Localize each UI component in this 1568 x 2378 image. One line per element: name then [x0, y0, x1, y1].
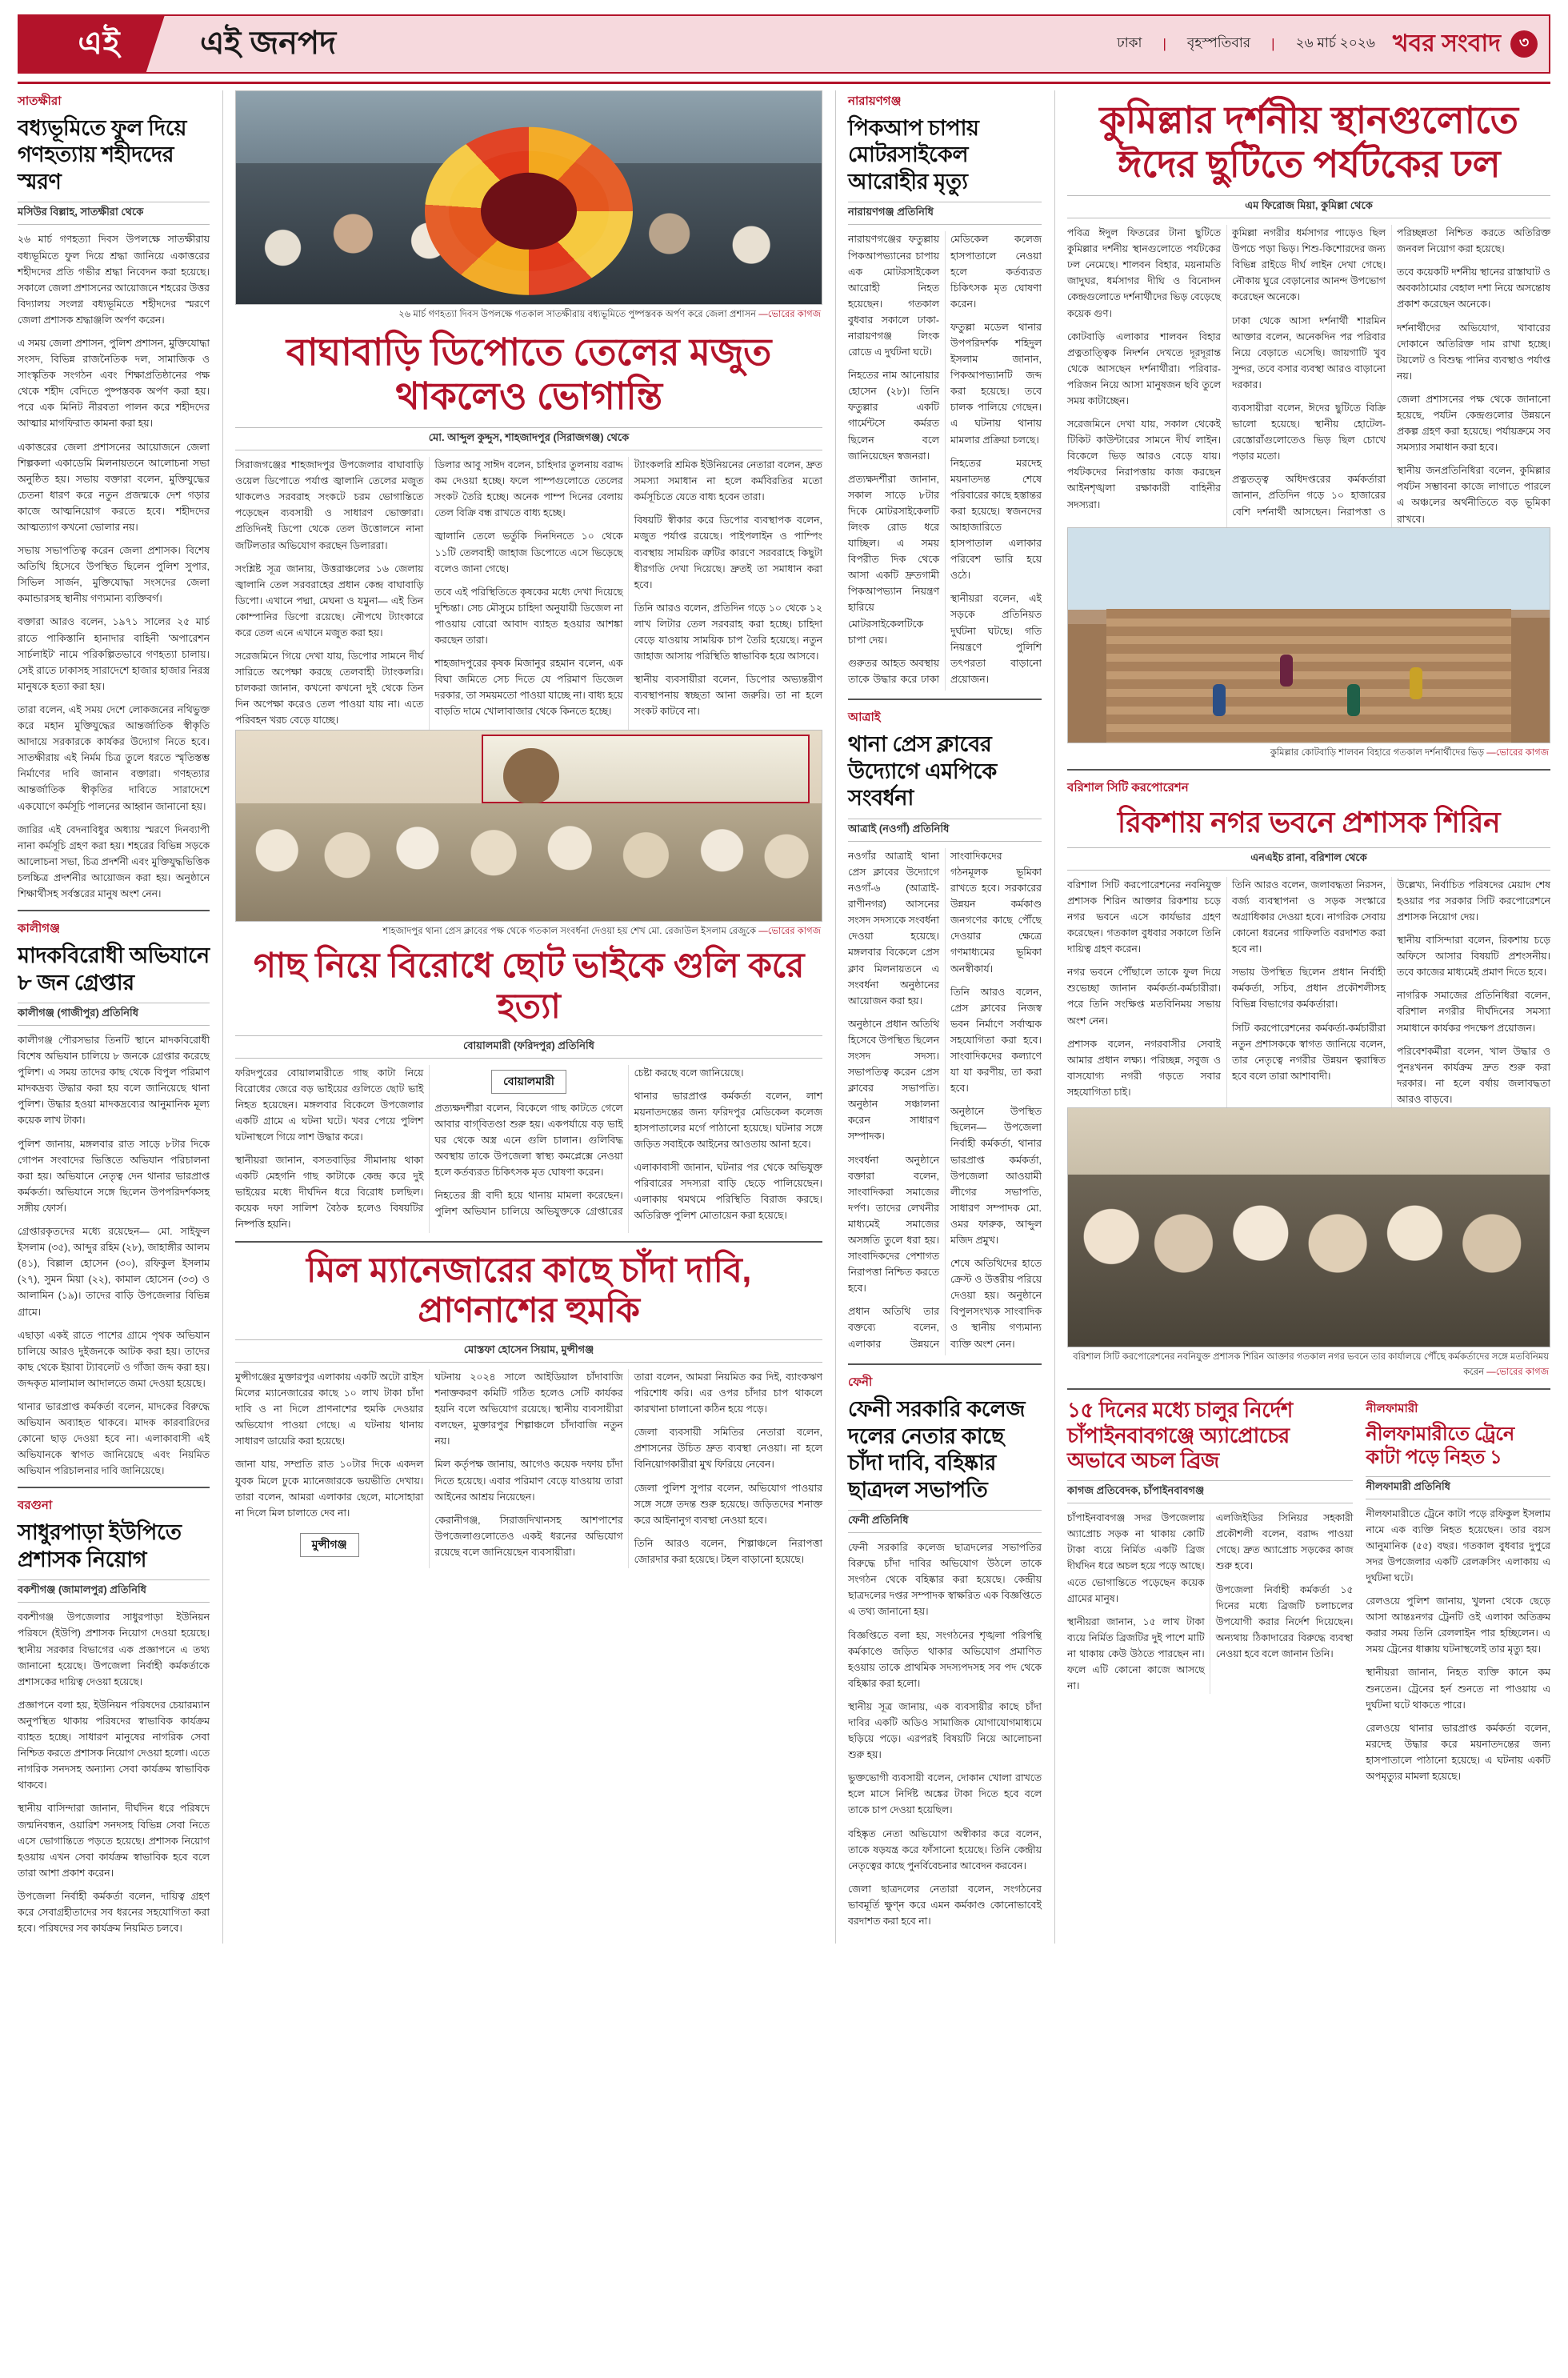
column-4	[1054, 90, 1550, 1944]
column-1	[18, 90, 210, 1944]
article-paragraph: স্থানীয় বাসিন্দারা বলেন, রিকশায় চড়ে অফিসে আসার বিষয়টি প্রশংসনীয়। তবে কাজের মাধ্যমেই প্রমাণ দিতে হবে।	[1397, 935, 1550, 979]
article-byline: কাগজ প্রতিবেদক, চাঁপাইনবাবগঞ্জ	[1067, 1480, 1353, 1503]
photo-caption	[1067, 743, 1550, 761]
article-paragraph: তারা বলেন, এই সময় দেশে লোকজনের নথিভুক্ত করে মহান মুক্তিযুদ্ধের আন্তর্জাতিক স্বীকৃতি আদায়ে সরকারকে কার্যকর উদ্যোগ নিতে হবে। সাতক্ষীরায় এই নির্মম চিত্র তুলে ধরতে স্মৃতিস্তম্ভ নির্মাণের দাবি জানান বক্তারা। গণহত্যার আন্তর্জাতিক স্বীকৃতির দাবিতে সারাদেশে একযোগে কর্মসূচি পালনের আহ্বান জানানো হয়।	[18, 703, 210, 812]
article-headline-oil-depot: বাঘাবাড়ি ডিপোতে তেলের মজুত থাকলেও ভোগান্তি	[286, 330, 772, 417]
article-headline: বধ্যভূমিতে ফুল দিয়ে গণহত্যায় শহীদদের স্মরণ	[18, 116, 187, 194]
article-paragraph: সভায় উপস্থিত ছিলেন প্রধান নির্বাহী কর্মকর্তা, সচিব, প্রধান প্রকৌশলীসহ বিভিন্ন বিভাগের কর্মকর্তারা।	[1232, 967, 1386, 1011]
article-headline-barisal-admin: রিকশায় নগর ভবনে প্রশাসক শিরিন	[1117, 805, 1501, 839]
article-headline-tree-murder: গাছ নিয়ে বিরোধে ছোট ভাইকে গুলি করে হত্যা	[253, 947, 805, 1026]
photo-visitor	[1280, 655, 1293, 687]
article-paragraph: নীলফামারীতে ট্রেনে কাটা পড়ে রফিকুল ইসলাম নামে এক ব্যক্তি নিহত হয়েছেন। তার বয়স আনুমানিক (৫৫) বছর। গতকাল বুধবার দুপুরে সদর উপজেলার একটি রেলক্রসিং এলাকায় এ দুর্ঘটনা ঘটে।	[1366, 1507, 1550, 1583]
article-kicker: নীলফামারী	[1366, 1402, 1418, 1416]
article-byline: কালীগঞ্জ (গাজীপুর) প্রতিনিধি	[18, 1003, 210, 1026]
article-paragraph: বক্তারা আরও বলেন, ১৯৭১ সালের ২৫ মার্চ রাতে পাকিস্তানি হানাদার বাহিনী 'অপারেশন সার্চলাইট' নামে পরিকল্পিতভাবে গণহত্যা চালায়। সেই রাতে ঢাকাসহ সারাদেশে হাজার হাজার নিরস্ত্র মানুষকে হত্যা করা হয়।	[18, 616, 210, 692]
article-paragraph: সংশ্লিষ্ট সূত্র জানায়, উত্তরাঞ্চলের ১৬ জেলায় জ্বালানি তেল সরবরাহের প্রধান কেন্দ্র বাঘাবাড়ি ডিপো। এখানে পদ্মা, মেঘনা ও যমুনা— এই তিন কোম্পানির ডিপো রয়েছে। নৌপথে ট্যাংকারে করে তেল এনে এখানে মজুত করা হয়।	[235, 562, 424, 639]
article-paragraph: বকশীগঞ্জ উপজেলার সাধুরপাড়া ইউনিয়ন পরিষদে (ইউপি) প্রশাসক নিয়োগ দেওয়া হয়েছে। স্থানীয় সরকার বিভাগের এক প্রজ্ঞাপনে এ তথ্য জানানো হয়েছে। উপজেলা নির্বাহী কর্মকর্তাকে প্রশাসকের দায়িত্ব দেওয়া হয়েছে।	[18, 1611, 210, 1687]
article-paragraph: কেরানীগঞ্জ, সিরাজদিখানসহ আশপাশের উপজেলাগুলোতেও একই ধরনের অভিযোগ রয়েছে বলে জানিয়েছেন ব্যবসায়ীরা।	[434, 1514, 623, 1558]
article-paragraph: জেলা প্রশাসনের পক্ষ থেকে জানানো হয়েছে, পর্যটন কেন্দ্রগুলোর উন্নয়নে প্রকল্প গ্রহণ করা হয়েছে। পর্যায়ক্রমে সব সমস্যার সমাধান করা হবে।	[1397, 393, 1550, 454]
photo-barisal-meeting	[1067, 1107, 1550, 1347]
article-paragraph: তিনি আরও বলেন, শিল্পাঞ্চলে নিরাপত্তা জোরদার করা হয়েছে। টহল বাড়ানো হয়েছে।	[634, 1537, 822, 1565]
article-body-extortion	[235, 1369, 822, 1568]
column-3	[835, 90, 1042, 1944]
column-2	[222, 90, 822, 1944]
article-paragraph: চাঁপাইনবাবগঞ্জ সদর উপজেলায় অ্যাপ্রোচ সড়ক না থাকায় কোটি টাকা ব্যয়ে নির্মিত একটি ব্রিজ দীর্ঘদিন ধরে অচল হয়ে পড়ে আছে। এতে ভোগান্তিতে পড়েছেন কয়েক গ্রামের মানুষ।	[1067, 1512, 1205, 1604]
article-byline: বোয়ালমারী (ফরিদপুর) প্রতিনিধি	[235, 1035, 822, 1059]
article-headline-comilla-tourism: কুমিল্লার দর্শনীয় স্থানগুলোতে ঈদের ছুটিতে পর্যটকের ঢল	[1099, 98, 1518, 185]
article-paragraph: বিষয়টি স্বীকার করে ডিপোর ব্যবস্থাপক বলেন, মজুত পর্যাপ্ত রয়েছে। পাইপলাইন ও পাম্পিং ব্যবস্থায় সাময়িক ত্রুটির কারণে সরবরাহে কিছুটা ধীরগতি দেখা দিয়েছে। দ্রুতই তা সমাধান করা হবে।	[634, 514, 822, 590]
column-divider	[1067, 1388, 1550, 1390]
article-paragraph: এছাড়া একই রাতে পাশের গ্রামে পৃথক অভিযান চালিয়ে আরও দুইজনকে আটক করা হয়। তাদের কাছ থেকে ইয়াবা ট্যাবলেট ও গাঁজা জব্দ করা হয়। জব্দকৃত মালামাল আদালতে জমা দেওয়া হয়েছে।	[18, 1329, 210, 1389]
photo-caption-text: কুমিল্লার কোটবাড়ি শালবন বিহারে গতকাল দর্শনার্থীদের ভিড়	[1270, 747, 1485, 758]
article-paragraph: নওগাঁর আত্রাই থানা প্রেস ক্লাবের উদ্যোগে নওগাঁ-৬ (আত্রাই-রাণীনগর) আসনের সংসদ সদস্যকে সংবর্ধনা দেওয়া হয়েছে। মঙ্গলবার বিকেলে প্রেস ক্লাব মিলনায়তনে এ সংবর্ধনা অনুষ্ঠানের আয়োজন করা হয়।	[848, 850, 939, 1007]
article-paragraph: ফরিদপুরের বোয়ালমারীতে গাছ কাটা নিয়ে বিরোধের জেরে বড় ভাইয়ের গুলিতে ছোট ভাই নিহত হয়েছেন। মঙ্গলবার বিকেলে উপজেলার একটি গ্রামে এ ঘটনা ঘটে। খবর পেয়ে পুলিশ ঘটনাস্থলে গিয়ে লাশ উদ্ধার করে।	[235, 1067, 424, 1143]
article-paragraph: তিনি আরও বলেন, প্রতিদিন গড়ে ১০ থেকে ১২ লাখ লিটার তেল সরবরাহ করা হচ্ছে। চাহিদা বেড়ে যাওয়ায় সাময়িক চাপ তৈরি হয়েছে। নতুন জাহাজ আসায় পরিস্থিতি স্বাভাবিক হয়ে আসবে।	[634, 602, 822, 663]
article-paragraph: ডিলার আবু সাঈদ বলেন, চাহিদার তুলনায় বরাদ্দ কম দেওয়া হচ্ছে। ফলে পাম্পগুলোতে তেলের সংকট তৈরি হচ্ছে। অনেক পাম্প দিনের বেলায় তেল বিক্রি বন্ধ রাখতে বাধ্য হচ্ছে।	[434, 459, 623, 519]
article-paragraph: স্থানীয় বাসিন্দারা জানান, দীর্ঘদিন ধরে পরিষদে জন্মনিবন্ধন, ওয়ারিশ সনদসহ বিভিন্ন সেবা নিতে এসে ভোগান্তিতে পড়তে হয়েছে। প্রশাসক নিয়োগ হওয়ায় এখন সেবা কার্যক্রম স্বাভাবিক হবে বলে তারা আশা প্রকাশ করেন।	[18, 1803, 210, 1879]
article-paragraph: গ্রেপ্তারকৃতদের মধ্যে রয়েছেন— মো. সাইফুল ইসলাম (৩৫), আব্দুর রহিম (২৮), জাহাঙ্গীর আলম (৪১), বিল্লাল হোসেন (৩০), রফিকুল ইসলাম (২৭), সুমন মিয়া (২২), কামাল হোসেন (৩৩) ও আলামিন (১৯)। তাদের বাড়ি উপজেলার বিভিন্ন গ্রামে।	[18, 1226, 210, 1318]
photo-caption	[1067, 1347, 1550, 1380]
masthead-title: এই জনপদ	[200, 25, 337, 61]
section-tag-wrap	[434, 1065, 622, 1100]
article-paragraph: এলজিইডির সিনিয়র সহকারী প্রকৌশলী বলেন, বরাদ্দ পাওয়া গেছে। দ্রুত অ্যাপ্রোচ সড়কের কাজ শুরু হবে।	[1215, 1512, 1354, 1572]
article-paragraph: প্রত্যক্ষদর্শীরা জানান, সকাল সাড়ে ৮টার দিকে মোটরসাইকেলটি লিংক রোড ধরে যাচ্ছিল। এ সময় বিপরীত দিক থেকে আসা একটি দ্রুতগামী পিকআপভ্যান নিয়ন্ত্রণ হারিয়ে মোটরসাইকেলটিকে চাপা দেয়।	[848, 473, 939, 646]
article-paragraph: তারা বলেন, আমরা নিয়মিত কর দিই, ব্যাংকঋণ পরিশোধ করি। এর ওপর চাঁদার চাপ থাকলে কারখানা চালানো কঠিন হয়ে পড়ে।	[634, 1371, 822, 1415]
article-paragraph: বিজ্ঞপ্তিতে বলা হয়, সংগঠনের শৃঙ্খলা পরিপন্থি কর্মকাণ্ডে জড়িত থাকার অভিযোগ প্রমাণিত হওয়ায় তাকে প্রাথমিক সদস্যপদসহ সব পদ থেকে বহিষ্কার করা হলো।	[848, 1629, 1042, 1689]
article-byline: ফেনী প্রতিনিধি	[848, 1510, 1042, 1533]
article-paragraph: তবে কয়েকটি দর্শনীয় স্থানের রাস্তাঘাট ও অবকাঠামোর বেহাল দশা নিয়ে অসন্তোষ প্রকাশ করেছেন অনেকে।	[1397, 266, 1550, 310]
article-byline: নীলফামারী প্রতিনিধি	[1366, 1476, 1550, 1499]
article-byline: বকশীগঞ্জ (জামালপুর) প্রতিনিধি	[18, 1579, 210, 1603]
article-paragraph: কালীগঞ্জ পৌরসভার তিনটি স্থানে মাদকবিরোধী বিশেষ অভিযান চালিয়ে ৮ জনকে গ্রেপ্তার করেছে পুলিশ। এ সময় তাদের কাছ থেকে বিপুল পরিমাণ মাদকদ্রব্য উদ্ধার করা হয় বলে জানিয়েছে থানা পুলিশ। উদ্ধার হওয়া মাদকদ্রব্যের আনুমানিক মূল্য কয়েক লাখ টাকা।	[18, 1035, 210, 1127]
article-kicker: কালীগঞ্জ	[18, 922, 60, 936]
bottom-subgrid	[1067, 1398, 1550, 1792]
article-body-barisal	[1067, 877, 1550, 1107]
photo-shalban-bihar	[1067, 527, 1550, 743]
masthead-rule	[18, 82, 1550, 84]
article-paragraph: জ্বালানি তেলে ভর্তুকি দিনদিনতে ১০ থেকে ১১টি তেলবাহী জাহাজ ডিপোতে এসে ভিড়েছে বলেও জানা গেছে।	[434, 530, 623, 574]
article-paragraph: সিটি করপোরেশনের কর্মকর্তা-কর্মচারীরা নতুন প্রশাসককে স্বাগত জানিয়ে বলেন, তার নেতৃত্বে নগরীর উন্নয়ন ত্বরান্বিত হবে বলে তারা আশাবাদী।	[1232, 1022, 1386, 1082]
photo-caption-text: শাহজাদপুর থানা প্রেস ক্লাবের পক্ষ থেকে গতকাল সংবর্ধনা দেওয়া হয় শেখ মো. রেজাউল ইসলাম রেজুকে	[382, 927, 757, 937]
column-divider	[1067, 769, 1550, 771]
article-paragraph: উল্লেখ্য, নির্বাচিত পরিষদের মেয়াদ শেষ হওয়ার পর সরকার সিটি করপোরেশনে প্রশাসক নিয়োগ দেয়।	[1397, 879, 1550, 923]
article-paragraph: স্থানীয়রা জানান, নিহত ব্যক্তি কানে কম শুনতেন। ট্রেনের হর্ন শুনতে না পাওয়ায় এ দুর্ঘটনা ঘটে থাকতে পারে।	[1366, 1667, 1550, 1711]
article-paragraph: নিহতের মরদেহ ময়নাতদন্ত শেষে পরিবারের কাছে হস্তান্তর করা হয়েছে। স্বজনদের আহাজারিতে হাসপাতাল এলাকার পরিবেশ ভারি হয়ে ওঠে।	[950, 457, 1042, 582]
masthead-brand-text: খবর সংবাদ	[1392, 30, 1501, 57]
article-headline: সাধুরপাড়া ইউপিতে প্রশাসক নিয়োগ	[18, 1520, 182, 1571]
article-paragraph: প্রশাসক বলেন, নগরবাসীর সেবাই আমার প্রধান লক্ষ্য। পরিচ্ছন্ন, সবুজ ও বাসযোগ্য নগরী গড়তে সবার সহযোগিতা চাই।	[1067, 1038, 1221, 1098]
column-divider	[18, 910, 210, 911]
photo-visitor	[1213, 684, 1226, 716]
article-paragraph: কোটবাড়ি এলাকার শালবন বিহার প্রত্নতাত্ত্বিক নিদর্শন দেখতে দূরদূরান্ত থেকে আসছেন দর্শনার্থীরা। পরিবার-পরিজন নিয়ে আসা মানুষজন ছবি তুলে সময় কাটাচ্ছেন।	[1067, 330, 1221, 406]
article-body	[848, 848, 1042, 1355]
masthead-brand	[1393, 16, 1549, 72]
article-paragraph: গুরুতর আহত অবস্থায় তাকে উদ্ধার করে ঢাকা মেডিকেল কলেজ হাসপাতালে নেওয়া হলে কর্তব্যরত চিকিৎসক মৃত ঘোষণা করেন।	[848, 234, 1042, 685]
article-kicker: আত্রাই	[848, 711, 881, 725]
article-paragraph: শেষে অতিথিদের হাতে ক্রেস্ট ও উত্তরীয় পরিয়ে দেওয়া হয়। অনুষ্ঠানে বিপুলসংখ্যক সাংবাদিক ও স্থানীয় গণ্যমান্য ব্যক্তি অংশ নেন।	[950, 1258, 1042, 1350]
photo-credit: —ভোরের কাগজ	[1486, 1367, 1549, 1378]
article-nilphamari-train	[1366, 1398, 1550, 1792]
section-tag: বোয়ালমারী	[491, 1070, 566, 1094]
article-kicker: সাতক্ষীরা	[18, 94, 62, 108]
article-body-oil-depot	[235, 457, 822, 730]
article-paragraph: জানা যায়, সম্প্রতি রাত ১০টার দিকে একদল যুবক মিলে ঢুকে ম্যানেজারকে ভয়ভীতি দেখায়। তারা বলেন, আমরা এলাকার ছেলে, মাসোহারা না দিলে মিল চালাতে দেব না।	[235, 1459, 424, 1519]
article-paragraph: উপজেলা নির্বাহী কর্মকর্তা ১৫ দিনের মধ্যে ব্রিজটি চলাচলের উপযোগী করার নির্দেশ দিয়েছেন। অন্যথায় ঠিকাদারের বিরুদ্ধে ব্যবস্থা নেওয়া হবে বলে জানান তিনি।	[1215, 1583, 1354, 1659]
article-chapainawabganj-bridge	[1067, 1398, 1353, 1792]
article-paragraph: স্থানীয়রা জানান, ১৫ লাখ টাকা ব্যয়ে নির্মিত ব্রিজটির দুই পাশে মাটি না থাকায় কেউ উঠতে পারছেন না। ফলে এটি কোনো কাজে আসছে না।	[1067, 1615, 1205, 1692]
column-divider	[848, 1363, 1042, 1365]
article-paragraph: ২৬ মার্চ গণহত্যা দিবস উপলক্ষে সাতক্ষীরায় বধ্যভূমিতে ফুল দিয়ে শ্রদ্ধা জানিয়ে একাত্তরের শহীদদের প্রতি গভীর শ্রদ্ধা নিবেদন করা হয়েছে। সকালে জেলা প্রশাসনের আয়োজনে শহরের উত্তর বিদ্যালয় সংলগ্ন বধ্যভূমিতে শহীদদের স্মরণে জেলা প্রশাসক শ্রদ্ধাঞ্জলি অর্পণ করেন।	[18, 234, 210, 326]
photo-credit: —ভোরের কাগজ	[1486, 747, 1549, 758]
photo-visitor	[1410, 667, 1422, 699]
page-number-badge: ৩	[1510, 30, 1538, 58]
article-paragraph: অনুষ্ঠানে প্রধান অতিথি হিসেবে উপস্থিত ছিলেন সংসদ সদস্য। সভাপতিত্ব করেন প্রেস ক্লাবের সভাপতি। অনুষ্ঠান সঞ্চালনা করেন সাধারণ সম্পাদক।	[848, 1018, 939, 1143]
masthead-meta	[1117, 16, 1393, 72]
masthead-sep-2: |	[1271, 36, 1275, 51]
article-headline-extortion: মিল ম্যানেজারের কাছে চাঁদা দাবি, প্রাণনাশের হুমকি	[306, 1251, 751, 1331]
article-paragraph: শাহজাদপুরের কৃষক মিজানুর রহমান বলেন, এক বিঘা জমিতে সেচ দিতে যে পরিমাণ ডিজেল দরকার, তা সময়মতো পাওয়া যাচ্ছে না। বাধ্য হয়ে বাড়তি দামে খোলাবাজার থেকে কিনতে হচ্ছে।	[434, 658, 623, 718]
article-headline: ফেনী সরকারি কলেজ দলের নেতার কাছে চাঁদা দাবি, বহিষ্কার ছাত্রদল সভাপতি	[848, 1397, 1026, 1502]
masthead-logo	[19, 16, 179, 72]
article-paragraph: ঢাকা থেকে আসা দর্শনার্থী শারমিন আক্তার বলেন, অনেকদিন পর পরিবার নিয়ে বেড়াতে এসেছি। জায়গাটি খুব সুন্দর, তবে বসার ব্যবস্থা আরও বাড়ানো দরকার।	[1232, 314, 1386, 390]
article-paragraph: প্রত্নতত্ত্ব অধিদপ্তরের কর্মকর্তারা জানান, প্রতিদিন গড়ে ১০ হাজারের বেশি দর্শনার্থী আসছেন। নিরাপত্তা ও পরিচ্ছন্নতা নিশ্চিত করতে অতিরিক্ত জনবল নিয়োগ করা হয়েছে।	[1232, 227, 1550, 518]
article-byline: এম ফিরোজ মিয়া, কুমিল্লা থেকে	[1067, 195, 1550, 218]
masthead-sep-1: |	[1162, 36, 1166, 51]
article-feni-chatradal	[848, 1373, 1042, 1929]
photo-wreath-ceremony	[235, 90, 822, 305]
article-paragraph: ট্যাংকলরি শ্রমিক ইউনিয়নের নেতারা বলেন, দ্রুত সমস্যা সমাধান না হলে কর্মবিরতির মতো কর্মসূচিতে যেতে বাধ্য হবেন তারা।	[634, 459, 822, 503]
page-grid	[18, 90, 1550, 1944]
article-byline: এনএইচ রানা, বরিশাল থেকে	[1067, 847, 1550, 871]
article-paragraph: রেলওয়ে পুলিশ জানায়, খুলনা থেকে ছেড়ে আসা আন্তঃনগর ট্রেনটি ওই এলাকা অতিক্রম করার সময় তিনি রেললাইন পার হচ্ছিলেন। এ সময় ট্রেনের ধাক্কায় ঘটনাস্থলেই তার মৃত্যু হয়।	[1366, 1595, 1550, 1655]
article-paragraph: মিল কর্তৃপক্ষ জানায়, আগেও কয়েক দফায় চাঁদা দিতে হয়েছে। এবার পরিমাণ বেড়ে যাওয়ায় তারা আইনের আশ্রয় নিয়েছেন।	[434, 1459, 623, 1503]
article-body	[1067, 1510, 1353, 1694]
article-paragraph: নাগরিক সমাজের প্রতিনিধিরা বলেন, বরিশাল নগরীর দীর্ঘদিনের সমস্যা সমাধানে কার্যকর পদক্ষেপ প্রয়োজন।	[1397, 990, 1550, 1034]
article-paragraph: ঘটনায় ২০২৪ সালে আইডিয়াল চাঁদাবাজি শনাক্তকরণ কমিটি গঠিত হলেও সেটি কার্যকর হয়নি বলে অভিযোগ রয়েছে। স্থানীয় ব্যবসায়ীরা বলছেন, মুক্তারপুর শিল্পাঞ্চলে চাঁদাবাজি নতুন নয়।	[434, 1371, 623, 1447]
article-paragraph: স্থানীয়রা জানান, বসতবাড়ির সীমানায় থাকা একটি মেহগনি গাছ কাটাকে কেন্দ্র করে দুই ভাইয়ের মধ্যে দীর্ঘদিন ধরে বিরোধ চলছিল। কয়েক দফা সালিশ বৈঠক হলেও বিষয়টির নিষ্পত্তি হয়নি।	[235, 1155, 424, 1231]
photo-people	[1068, 1175, 1550, 1347]
article-headline: মাদকবিরোধী অভিযানে ৮ জন গ্রেপ্তার	[18, 943, 210, 995]
article-headline: নীলফামারীতে ট্রেনে কাটা পড়ে নিহত ১	[1366, 1423, 1514, 1469]
photo-people-row	[236, 803, 822, 922]
article-sadhurpara-up	[18, 1496, 210, 1936]
article-byline: মসিউর বিল্লাহ, সাতক্ষীরা থেকে	[18, 202, 210, 225]
article-body-comilla	[1067, 225, 1550, 527]
photo-credit: —ভোরের কাগজ	[758, 310, 821, 319]
article-paragraph: সভায় সভাপতিত্ব করেন জেলা প্রশাসক। বিশেষ অতিথি হিসেবে উপস্থিত ছিলেন পুলিশ সুপার, সিভিল সার্জন, মুক্তিযোদ্ধা সংসদের জেলা কমান্ডারসহ স্থানীয় গণ্যমান্য ব্যক্তিবর্গ।	[18, 545, 210, 605]
article-paragraph: স্থানীয় সূত্র জানায়, এক ব্যবসায়ীর কাছে চাঁদা দাবির একটি অডিও সামাজিক যোগাযোগমাধ্যমে ছড়িয়ে পড়ে। এরপরই বিষয়টি নিয়ে আলোচনা শুরু হয়।	[848, 1700, 1042, 1761]
article-headline: ১৫ দিনের মধ্যে চালুর নির্দেশ চাঁপাইনবাবগঞ্জে অ্যাপ্রোচের অভাবে অচল ব্রিজ	[1067, 1398, 1293, 1473]
article-byline: নারায়ণগঞ্জ প্রতিনিধি	[848, 202, 1042, 225]
article-paragraph: থানার ভারপ্রাপ্ত কর্মকর্তা বলেন, মাদকের বিরুদ্ধে অভিযান অব্যাহত থাকবে। মাদক কারবারিদের কোনো ছাড় দেওয়া হবে না। এলাকাবাসী এই অভিযানকে স্বাগত জানিয়েছে এবং নিয়মিত অভিযান পরিচালনার দাবি জানিয়েছে।	[18, 1400, 210, 1477]
article-paragraph: বরিশাল সিটি করপোরেশনের নবনিযুক্ত প্রশাসক শিরিন আক্তার রিকশায় চড়ে নগর ভবনে এসে কার্যভার গ্রহণ করেছেন। গতকাল বুধবার সকালে তিনি দায়িত্ব গ্রহণ করেন।	[1067, 879, 1221, 955]
article-body	[848, 231, 1042, 691]
article-paragraph: স্থানীয় জনপ্রতিনিধিরা বলেন, কুমিল্লার পর্যটন সম্ভাবনা কাজে লাগাতে পারলে এ অঞ্চলের অর্থনীতিতে বড় ভূমিকা রাখবে।	[1397, 465, 1550, 525]
article-kicker: নারায়ণগঞ্জ	[848, 94, 902, 108]
article-paragraph: ফেনী সরকারি কলেজ ছাত্রদলের সভাপতির বিরুদ্ধে চাঁদা দাবির অভিযোগ উঠলে তাকে সংগঠন থেকে বহিষ্কার করা হয়েছে। কেন্দ্রীয় ছাত্রদলের দপ্তর সম্পাদক স্বাক্ষরিত এক বিজ্ঞপ্তিতে এ তথ্য জানানো হয়।	[848, 1542, 1042, 1618]
article-body-tree-murder	[235, 1065, 822, 1233]
article-paragraph: রেলওয়ে থানার ভারপ্রাপ্ত কর্মকর্তা বলেন, মরদেহ উদ্ধার করে ময়নাতদন্তের জন্য হাসপাতালে পাঠানো হয়েছে। এ ঘটনায় একটি অপমৃত্যুর মামলা হয়েছে।	[1366, 1722, 1550, 1782]
masthead-day: বৃহস্পতিবার	[1186, 35, 1251, 50]
photo-caption	[235, 305, 822, 322]
photo-steps	[1106, 609, 1511, 742]
article-byline: মো. আব্দুল কুদ্দুস, শাহজাদপুর (সিরাজগঞ্জ) থেকে	[235, 427, 822, 450]
photo-reception	[235, 730, 822, 922]
article-paragraph: ব্যবসায়ীরা বলেন, ঈদের ছুটিতে বিক্রি ভালো হয়েছে। স্থানীয় হোটেল-রেস্তোরাঁগুলোতেও ভিড় ছিল চোখে পড়ার মতো।	[1232, 402, 1386, 462]
photo-credit: —ভোরের কাগজ	[758, 927, 821, 937]
photo-caption-text: বরিশাল সিটি করপোরেশনের নবনিযুক্ত প্রশাসক শিরিন আক্তার গতকাল নগর ভবনে তার কার্যালয়ে পৌঁছে কর্মকর্তাদের সঙ্গে মতবিনিময় করেন	[1073, 1352, 1549, 1378]
article-paragraph: পুলিশ জানায়, মঙ্গলবার রাত সাড়ে ৮টার দিকে গোপন সংবাদের ভিত্তিতে অভিযান পরিচালনা করা হয়। অভিযানে নেতৃত্ব দেন থানার ভারপ্রাপ্ত কর্মকর্তা। অভিযানে সঙ্গে ছিলেন উপপরিদর্শকসহ সঙ্গীয় ফোর্স।	[18, 1138, 210, 1214]
article-paragraph: তিনি আরও বলেন, প্রেস ক্লাবের নিজস্ব ভবন নির্মাণে সর্বাত্মক সহযোগিতা করা হবে। সাংবাদিকদের কল্যাণে যা যা করণীয়, তা করা হবে।	[950, 986, 1042, 1095]
section-tag: মুন্সীগঞ্জ	[300, 1533, 359, 1557]
column-divider	[235, 1241, 822, 1243]
article-paragraph: ভুক্তভোগী ব্যবসায়ী বলেন, দোকান খোলা রাখতে হলে মাসে নির্দিষ্ট অঙ্কের টাকা দিতে হবে বলে তাকে চাপ দেওয়া হয়েছিল।	[848, 1772, 1042, 1816]
article-paragraph: তিনি আরও বলেন, জলাবদ্ধতা নিরসন, বর্জ্য ব্যবস্থাপনা ও সড়ক সংস্কারে অগ্রাধিকার দেওয়া হবে। নাগরিক সেবায় কোনো ধরনের গাফিলতি বরদাশত করা হবে না।	[1232, 879, 1386, 955]
article-kicker: বরগুনা	[18, 1499, 53, 1513]
article-paragraph: জারির এই বেদনাবিধুর অধ্যায় স্মরণে দিনব্যাপী নানা কর্মসূচি গ্রহণ করা হয়। শহরের বিভিন্ন সড়কে আলোচনা সভা, চিত্র প্রদর্শনী এবং মুক্তিযুদ্ধভিত্তিক চলচ্চিত্র প্রদর্শনীর আয়োজন করা হয়। অনুষ্ঠানে শিক্ষার্থীসহ সর্বস্তরের মানুষ অংশ নেন।	[18, 823, 210, 899]
article-paragraph: জেলা পুলিশ সুপার বলেন, অভিযোগ পাওয়ার সঙ্গে সঙ্গে তদন্ত শুরু হয়েছে। জড়িতদের শনাক্ত করে আইনানুগ ব্যবস্থা নেওয়া হবে।	[634, 1482, 822, 1526]
article-paragraph: নারায়ণগঞ্জের ফতুল্লায় পিকআপভ্যানের চাপায় এক মোটরসাইকেল আরোহী নিহত হয়েছেন। গতকাল বুধবার সকালে ঢাকা-নারায়ণগঞ্জ লিংক রোডে এ দুর্ঘটনা ঘটে।	[848, 234, 939, 358]
article-paragraph: উপজেলা নির্বাহী কর্মকর্তা বলেন, দায়িত্ব গ্রহণ করে সেবাগ্রহীতাদের সব ধরনের সহযোগিতা করা হবে। পরিষদের সব কার্যক্রম নিয়মিত চলবে।	[18, 1890, 210, 1935]
article-paragraph: স্থানীয় ব্যবসায়ীরা বলেন, ডিপোর অভ্যন্তরীণ ব্যবস্থাপনায় স্বচ্ছতা আনা জরুরি। তা না হলে সংকট কাটবে না।	[634, 674, 822, 718]
article-byline: আত্রাই (নওগাঁ) প্রতিনিধি	[848, 819, 1042, 842]
article-paragraph: পরিবেশকর্মীরা বলেন, খাল উদ্ধার ও পুনঃখনন কার্যক্রম দ্রুত শুরু করা দরকার। না হলে বর্ষায় জলাবদ্ধতা আরও বাড়বে।	[1397, 1045, 1550, 1105]
masthead	[18, 14, 1550, 74]
article-paragraph: মুন্সীগঞ্জের মুক্তারপুর এলাকায় একটি অটো রাইস মিলের ম্যানেজারের কাছে ১০ লাখ টাকা চাঁদা দাবি ও না দিলে প্রাণনাশের হুমকি দেওয়ার অভিযোগ পাওয়া গেছে। এ ঘটনায় থানায় সাধারণ ডায়েরি করা হয়েছে।	[235, 1371, 424, 1447]
article-kaliganj-drugs	[18, 919, 210, 1479]
photo-visitor	[1347, 684, 1360, 716]
article-paragraph: এলাকাবাসী জানান, ঘটনার পর থেকে অভিযুক্ত পরিবারের সদস্যরা বাড়ি ছেড়ে পালিয়েছেন। এলাকায় থমথমে পরিস্থিতি বিরাজ করছে। অতিরিক্ত পুলিশ মোতায়েন করা হয়েছে।	[634, 1162, 822, 1222]
article-narayanganj-accident	[848, 92, 1042, 691]
article-paragraph: অনুষ্ঠানে উপস্থিত ছিলেন— উপজেলা নির্বাহী কর্মকর্তা, থানার ভারপ্রাপ্ত কর্মকর্তা, উপজেলা আওয়ামী লীগের সভাপতি, সাধারণ সম্পাদক মো. ওমর ফারুক, আব্দুল মজিদ প্রমুখ।	[950, 1106, 1042, 1246]
article-satkhira	[18, 92, 210, 902]
article-paragraph: এ সময় জেলা প্রশাসন, পুলিশ প্রশাসন, মুক্তিযোদ্ধা সংসদ, বিভিন্ন রাজনৈতিক দল, সামাজিক ও সাংস্কৃতিক সংগঠন এবং শিক্ষাপ্রতিষ্ঠানের পক্ষ থেকে শহীদ বেদিতে পুষ্পস্তবক অর্পণ করা হয়। পরে এক মিনিট নীরবতা পালন করে শহীদদের আত্মার মাগফিরাত কামনা করা হয়।	[18, 337, 210, 430]
article-kicker: ফেনী	[848, 1375, 873, 1390]
photo-caption-text: ২৬ মার্চ গণহত্যা দিবস উপলক্ষে গতকাল সাতক্ষীরায় বধ্যভূমিতে পুষ্পস্তবক অর্পণ করে জেলা প্রশাসন	[398, 310, 757, 319]
masthead-place: ঢাকা	[1117, 35, 1142, 50]
photo-caption	[235, 922, 822, 939]
article-paragraph: প্রধান অতিথি তার বক্তব্যে বলেন, এলাকার উন্নয়নে সাংবাদিকদের গঠনমূলক ভূমিকা রাখতে হবে। সরকারের উন্নয়ন কর্মকাণ্ড জনগণের কাছে পৌঁছে দেওয়ার ক্ষেত্রে গণমাধ্যমের ভূমিকা অনস্বীকার্য।	[848, 850, 1042, 1350]
article-paragraph: নিহতের স্ত্রী বাদী হয়ে থানায় মামলা করেছেন। পুলিশ অভিযান চালিয়ে অভিযুক্তকে গ্রেপ্তারের চেষ্টা করছে বলে জানিয়েছে।	[434, 1067, 744, 1218]
article-paragraph: প্রত্যক্ষদর্শীরা বলেন, বিকেলে গাছ কাটতে গেলে আবার বাগ্‌বিতণ্ডা শুরু হয়। একপর্যায়ে বড় ভাই ঘর থেকে অস্ত্র এনে গুলি চালান। গুলিবিদ্ধ অবস্থায় তাকে উপজেলা স্বাস্থ্য কমপ্লেক্সে নেওয়া হলে কর্তব্যরত চিকিৎসক মৃত ঘোষণা করেন।	[434, 1102, 623, 1178]
article-paragraph: সংবর্ধনা অনুষ্ঠানে বক্তারা বলেন, সাংবাদিকরা সমাজের দর্পণ। তাদের লেখনীর মাধ্যমেই সমাজের অসঙ্গতি তুলে ধরা হয়। সাংবাদিকদের পেশাগত নিরাপত্তা নিশ্চিত করতে হবে।	[848, 1154, 939, 1295]
article-paragraph: থানার ভারপ্রাপ্ত কর্মকর্তা বলেন, লাশ ময়নাতদন্তের জন্য ফরিদপুর মেডিকেল কলেজ হাসপাতালের মর্গে পাঠানো হয়েছে। ঘটনার সঙ্গে জড়িত সবাইকে আইনের আওতায় আনা হবে।	[634, 1090, 822, 1150]
article-paragraph: ফতুল্লা মডেল থানার উপপরিদর্শক শহিদুল ইসলাম জানান, পিকআপভ্যানটি জব্দ করা হয়েছে। তবে চালক পালিয়ে গেছেন। এ ঘটনায় থানায় মামলার প্রক্রিয়া চলছে।	[950, 321, 1042, 446]
article-paragraph: তবে এই পরিস্থিতিতে কৃষকের মধ্যে দেখা দিয়েছে দুশ্চিন্তা। সেচ মৌসুমে চাহিদা অনুযায়ী ডিজেল না পাওয়ায় বোরো আবাদ ব্যাহত হওয়ার আশঙ্কা করছেন তারা।	[434, 586, 623, 646]
masthead-spacer	[443, 16, 1117, 72]
article-paragraph: দর্শনার্থীদের অভিযোগ, খাবারের দোকানে অতিরিক্ত দাম রাখা হচ্ছে। টয়লেট ও বিশুদ্ধ পানির ব্যবস্থাও পর্যাপ্ত নয়।	[1397, 322, 1550, 382]
masthead-date: ২৬ মার্চ ২০২৬	[1295, 35, 1375, 50]
article-paragraph: সরেজমিনে দেখা যায়, সকাল থেকেই টিকিট কাউন্টারের সামনে দীর্ঘ লাইন। বিকেলে ভিড় আরও বেড়ে যায়। পর্যটকদের নিরাপত্তায় কাজ করছেন আইনশৃঙ্খলা রক্ষাকারী বাহিনীর সদস্যরা।	[1067, 418, 1221, 510]
photo-wreath-ring	[425, 127, 633, 295]
article-paragraph: বহিষ্কৃত নেতা অভিযোগ অস্বীকার করে বলেন, তাকে ষড়যন্ত্র করে ফাঁসানো হয়েছে। তিনি কেন্দ্রীয় নেতৃত্বের কাছে পুনর্বিবেচনার আবেদন করবেন।	[848, 1828, 1042, 1872]
article-atrai-press-club	[848, 708, 1042, 1355]
article-paragraph: সিরাজগঞ্জের শাহজাদপুর উপজেলার বাঘাবাড়ি ওয়েল ডিপোতে পর্যাপ্ত জ্বালানি তেলের মজুত থাকলেও সরবরাহ সংকটে চরম ভোগান্তিতে পড়েছেন ব্যবসায়ী ও সাধারণ ভোক্তারা। প্রতিদিনই ডিপো থেকে তেল উত্তোলনে নানা জটিলতার অভিযোগ করছেন ডিলাররা।	[235, 459, 424, 551]
article-paragraph: কুমিল্লা নগরীর ধর্মসাগর পাড়েও ছিল উপচে পড়া ভিড়। শিশু-কিশোরদের জন্য বিভিন্ন রাইডে দীর্ঘ লাইন দেখা গেছে। নৌকায় ঘুরে বেড়ানোর আনন্দ উপভোগ করেছেন অনেকে।	[1232, 227, 1386, 303]
article-headline: পিকআপ চাপায় মোটরসাইকেল আরোহীর মৃত্যু	[848, 116, 979, 194]
section-tag-wrap	[235, 1528, 423, 1563]
article-paragraph: নগর ভবনে পৌঁছালে তাকে ফুল দিয়ে শুভেচ্ছা জানান কর্মকর্তা-কর্মচারীরা। পরে তিনি সংক্ষিপ্ত মতবিনিময় সভায় অংশ নেন।	[1067, 967, 1221, 1027]
photo-banner	[482, 735, 810, 803]
article-paragraph: প্রজ্ঞাপনে বলা হয়, ইউনিয়ন পরিষদের চেয়ারম্যান অনুপস্থিত থাকায় পরিষদের স্বাভাবিক কার্যক্রম ব্যাহত হচ্ছে। সাধারণ মানুষের নাগরিক সেবা নিশ্চিত করতে প্রশাসক নিয়োগ দেওয়া হলো। এতে নাগরিক সনদসহ অন্যান্য সেবা কার্যক্রম স্বাভাবিক থাকবে।	[18, 1699, 210, 1792]
article-kicker: বরিশাল সিটি করপোরেশন	[1067, 780, 1189, 795]
column-divider	[848, 699, 1042, 700]
article-byline: মোস্তফা হোসেন সিয়াম, মুন্সীগঞ্জ	[235, 1339, 822, 1363]
article-headline: থানা প্রেস ক্লাবের উদ্যোগে এমপিকে সংবর্ধনা	[848, 732, 997, 811]
column-divider	[18, 1487, 210, 1488]
article-paragraph: স্থানীয়রা বলেন, এই সড়কে প্রতিনিয়ত দুর্ঘটনা ঘটছে। গতি নিয়ন্ত্রণে পুলিশি তৎপরতা বাড়ানো প্রয়োজন।	[950, 593, 1042, 685]
article-paragraph: একাত্তরের জেলা প্রশাসনের আয়োজনে জেলা শিল্পকলা একাডেমি মিলনায়তনে আলোচনা সভা অনুষ্ঠিত হয়। সভায় বক্তারা বলেন, মুক্তিযুদ্ধের চেতনা ধারণ করে নতুন প্রজন্মকে দেশ গড়ার কাজে আত্মনিয়োগ করতে হবে। শহীদদের আত্মত্যাগ কখনো ভোলার নয়।	[18, 441, 210, 533]
article-paragraph: পবিত্র ঈদুল ফিতরের টানা ছুটিতে কুমিল্লার দর্শনীয় স্থানগুলোতে পর্যটকের ঢল নেমেছে। শালবন বিহার, ময়নামতি জাদুঘর, ধর্মসাগর দীঘি ও বিনোদন কেন্দ্রগুলোতে দর্শনার্থীদের ভিড় বেড়েছে কয়েক গুণ।	[1067, 227, 1221, 319]
article-paragraph: নিহতের নাম আনোয়ার হোসেন (২৮)। তিনি ফতুল্লার একটি গার্মেন্টসে কর্মরত ছিলেন বলে জানিয়েছেন স্বজনরা।	[848, 370, 939, 462]
article-paragraph: সরেজমিনে গিয়ে দেখা যায়, ডিপোর সামনে দীর্ঘ সারিতে অপেক্ষা করছে তেলবাহী ট্যাংকলরি। চালকরা জানান, কখনো কখনো দুই থেকে তিন দিন অপেক্ষা করেও তেল পাওয়া যায় না। এতে পরিবহন খরচ বেড়ে যাচ্ছে।	[235, 651, 424, 727]
article-paragraph: জেলা ব্যবসায়ী সমিতির নেতারা বলেন, প্রশাসনের উচিত দ্রুত ব্যবস্থা নেওয়া। না হলে বিনিয়োগকারীরা মুখ ফিরিয়ে নেবেন।	[634, 1427, 822, 1471]
masthead-logo-text: এই	[78, 25, 121, 61]
article-paragraph: জেলা ছাত্রদলের নেতারা বলেন, সংগঠনের ভাবমূর্তি ক্ষুণ্ন করে এমন কর্মকাণ্ড কোনোভাবেই বরদাশত করা হবে না।	[848, 1883, 1042, 1927]
